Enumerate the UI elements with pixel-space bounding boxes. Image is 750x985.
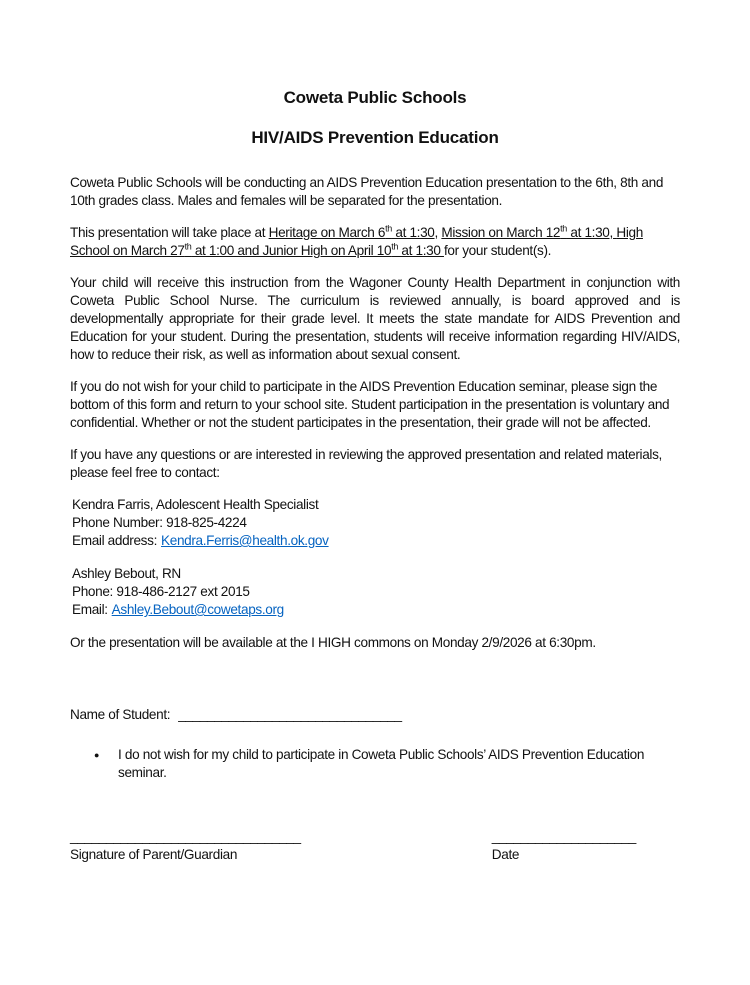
page-subtitle: HIV/AIDS Prevention Education (251, 128, 499, 147)
contact-email-label: Email address: (72, 533, 158, 548)
schedule-text: at 1:30 (391, 225, 435, 240)
schedule-text: Mission on March 12 (441, 225, 561, 240)
student-name-label: Name of Student: (70, 707, 171, 722)
schedule-text: Heritage on March 6 (268, 225, 386, 240)
schedule-underlined-mission (441, 225, 616, 240)
intro-paragraph: Coweta Public Schools will be conducting an AIDS Prevention Education presentation to the 6th, 8th and 10th grades class. Males and females will be separated for the presentation. (70, 175, 664, 208)
date-label: Date (491, 847, 520, 862)
curriculum-paragraph: Your child will receive this instruction from the Wagoner County Health Department in conjunction with Coweta Public School Nurse. The curriculum is reviewed annually, is board approved and is developmentally appropriate for their grade level. It meets the state mandate for AIDS Prevention and Education for your student. During the presentation, students will receive information regarding HIV/AIDS, how to reduce their risk, as well as information about sexual consent. (70, 275, 680, 362)
schedule-underlined-heritage (269, 225, 435, 240)
email-link-kendra[interactable]: Kendra.Ferris@health.ok.gov (161, 533, 329, 548)
contact-block-kendra (70, 496, 680, 550)
bullet-icon: ● (94, 750, 100, 760)
schedule-text: at 1:00 and Junior High on April 10 (191, 243, 392, 258)
signature-line: ________________________________ (70, 829, 301, 844)
schedule-text: This presentation will take place at (70, 225, 269, 240)
ordinal-suffix: th (560, 223, 567, 234)
signature-section (70, 828, 680, 864)
signature-label: Signature of Parent/Guardian (70, 847, 238, 862)
optout-statement (70, 746, 680, 782)
questions-paragraph: If you have any questions or are interested in reviewing the approved presentation and related materials, please feel free to contact: (70, 447, 662, 480)
ordinal-suffix: th (184, 241, 192, 252)
ordinal-suffix: th (385, 223, 392, 234)
contact-email-label: Email: (72, 602, 108, 617)
schedule-paragraph (70, 224, 680, 260)
schedule-text: at 1:30 (398, 243, 444, 258)
contact-phone: Phone Number: 918-825-4224 (72, 515, 247, 530)
optout-text: I do not wish for my child to participate in Coweta Public Schools’ AIDS Prevention Education seminar. (118, 747, 645, 780)
contact-email-line (72, 532, 680, 550)
student-name-blank: _______________________________ (178, 707, 402, 722)
contact-email-line (72, 601, 680, 619)
contact-name: Kendra Farris, Adolescent Health Specialist (72, 497, 319, 512)
email-link-ashley[interactable]: Ashley.Bebout@cowetaps.org (111, 602, 284, 617)
date-column (492, 828, 636, 864)
page-title: Coweta Public Schools (283, 88, 467, 107)
schedule-text: at 1:30, (566, 225, 617, 240)
contact-block-ashley (70, 565, 680, 619)
schedule-text: , (434, 225, 442, 240)
optout-info-paragraph: If you do not wish for your child to participate in the AIDS Prevention Education seminar, please sign the bottom of this form and return to your school site. Student participation in the presentation is voluntary and confidential. Whether or not the student participates in the presentation, their grade will not be affected. (70, 379, 670, 430)
alternative-paragraph: Or the presentation will be available at the I HIGH commons on Monday 2/9/2026 at 6:30pm. (70, 635, 596, 650)
contact-phone: Phone: 918-486-2127 ext 2015 (72, 584, 250, 599)
date-line: ____________________ (491, 829, 636, 844)
student-name-row (70, 706, 680, 724)
ordinal-suffix: th (391, 241, 398, 252)
contact-name: Ashley Bebout, RN (72, 566, 181, 581)
schedule-text: High School on March 27 (70, 225, 643, 258)
signature-column (70, 828, 301, 864)
schedule-text: for your student(s). (443, 243, 552, 258)
